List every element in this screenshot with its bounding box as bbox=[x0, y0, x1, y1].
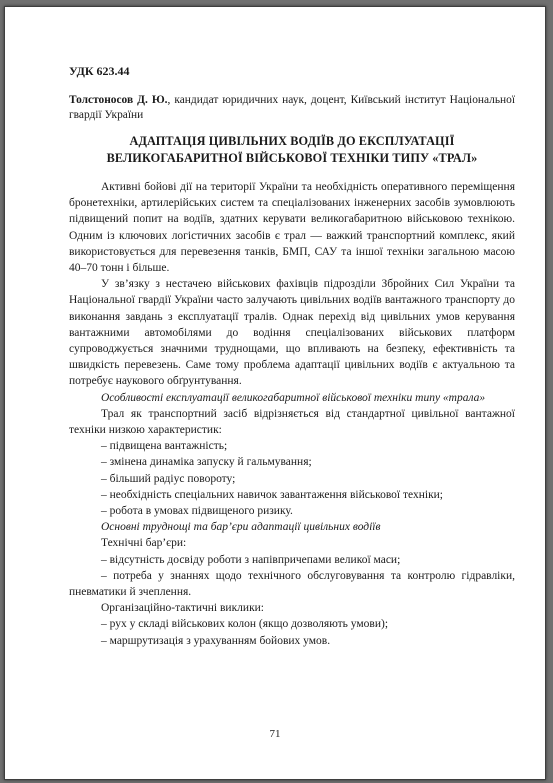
title-line-1: АДАПТАЦІЯ ЦИВІЛЬНИХ ВОДІЇВ ДО ЕКСПЛУАТАЦІЇ bbox=[129, 134, 455, 148]
list-item: – змінена динаміка запуску й гальмування; bbox=[101, 456, 312, 469]
list-item: – потреба у знаннях щодо технічного обслуговування та контролю гідравліки, пневматики й зчеплення. bbox=[69, 569, 515, 599]
author-name: Толстоносов Д. Ю. bbox=[69, 94, 168, 106]
author-line bbox=[69, 93, 515, 123]
list-item: – більший радіус повороту; bbox=[101, 472, 236, 485]
technical-barriers-heading: Технічні бар’єри: bbox=[101, 537, 187, 550]
document-page bbox=[4, 6, 546, 780]
udk-code: УДК 623.44 bbox=[69, 64, 130, 78]
list-item: – рух у складі військових колон (якщо дозволяють умови); bbox=[101, 618, 389, 631]
article-title bbox=[69, 133, 515, 167]
subheading-difficulties: Основні труднощі та бар’єри адаптації цивільних водіїв bbox=[101, 521, 381, 534]
organizational-challenges-heading: Організаційно-тактичні виклики: bbox=[101, 602, 265, 615]
list-item: – підвищена вантажність; bbox=[101, 440, 228, 453]
list-item: – робота в умовах підвищеного ризику. bbox=[101, 505, 293, 518]
title-line-2: ВЕЛИКОГАБАРИТНОЇ ВІЙСЬКОВОЇ ТЕХНІКИ ТИПУ «ТРАЛ» bbox=[106, 151, 478, 165]
list-item: – відсутність досвіду роботи з напівпричепами великої маси; bbox=[101, 553, 401, 566]
paragraph-intro: Активні бойові дії на території України та необхідність оперативного переміщення бронетехніки, артилерійських систем та спеціалізованих інженерних засобів зумовлюють підвищений попит на водіїв, здатних керувати великогабаритною військовою технікою. Одним із ключових логістичних засобів є трал — важкий транспортний комплекс, який використовується для перевезення танків, БМП, САУ та іншої техніки загальною масою 40–70 тонн і більше. bbox=[69, 181, 515, 275]
page-number: 71 bbox=[269, 728, 281, 740]
paragraph-tral-features: Трал як транспортний засіб відрізняється від стандартної цивільної вантажної техніки низкою характеристик: bbox=[69, 407, 515, 437]
author-details: , кандидат юридичних наук, доцент, Київський інститут Національної гвардії України bbox=[69, 94, 515, 121]
paragraph-problem: У зв’язку з нестачею військових фахівців підрозділи Збройних Сил України та Національної гвардії України часто залучають цивільних водіїв вантажного транспорту до виконання завдань з експлуатації тралів. Однак перехід від цивільних умов керування вантажними автомобілями до водіння спеціалізованих військових платформ супроводжується значними труднощами, що впливають на безпеку, ефективність та швидкість перевезень. Саме тому проблема адаптації цивільних водіїв є актуальною та потребує наукового обґрунтування. bbox=[69, 278, 515, 388]
page-content bbox=[69, 64, 515, 649]
list-item: – маршрутизація з урахуванням бойових умов. bbox=[101, 634, 331, 647]
list-item: – необхідність спеціальних навичок завантаження військової техніки; bbox=[101, 488, 444, 501]
subheading-features: Особливості експлуатації великогабаритної військової техніки типу «трала» bbox=[101, 391, 486, 404]
